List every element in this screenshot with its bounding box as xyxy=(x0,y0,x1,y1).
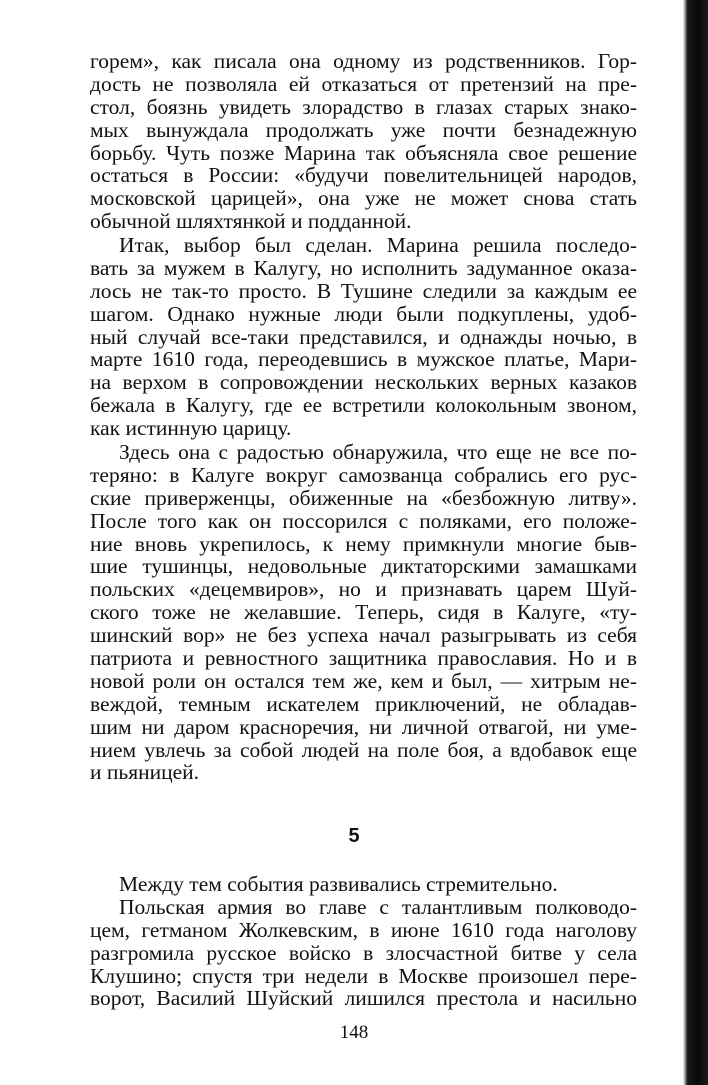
text-line: шие тушинцы, недовольные диктаторскими замашками xyxy=(90,554,637,579)
paragraph-3 xyxy=(90,441,637,784)
text-line: обычной шляхтянкой и подданной. xyxy=(90,209,412,234)
section-number: 5 xyxy=(348,825,360,847)
text-line: лось не так-то просто. В Тушине следили за каждым ее xyxy=(90,278,637,303)
text-line: вать за мужем в Калугу, но исполнить задуманное оказа- xyxy=(90,255,637,280)
text-line: шагом. Однако нужные люди были подкуплены, удоб- xyxy=(90,301,637,326)
text-line: марте 1610 года, переодевшись в мужское платье, Мари- xyxy=(90,347,637,372)
paragraph-2 xyxy=(90,234,637,440)
book-binding-edge xyxy=(683,0,708,1085)
text-line: нием увлечь за собой людей на поле боя, а вдобавок еще xyxy=(90,737,637,762)
text-line: теряно: в Калуге вокруг самозванца собрались его рус- xyxy=(90,462,637,487)
text-line: новой роли он остался тем же, кем и был, — хитрым не- xyxy=(90,668,637,693)
text-line: бежала в Калугу, где ее встретили колокольным звоном, xyxy=(90,393,637,418)
text-line: польских «децемвиров», но и признавать царем Шуй- xyxy=(90,577,637,602)
text-line: московской царицей», она уже не может снова стать xyxy=(90,186,637,211)
text-line: и пьяницей. xyxy=(90,760,200,785)
text-line: дость не позволяла ей отказаться от претензий на пре- xyxy=(90,71,637,96)
text-line: После того как он поссорился с поляками, его положе- xyxy=(90,508,637,533)
text-line: на верхом в сопровождении нескольких верных казаков xyxy=(90,370,637,395)
text-line: мых вынуждала продолжать уже почти безнадежную xyxy=(90,117,637,142)
text-line: борьбу. Чуть позже Марина так объясняла свое решение xyxy=(90,140,637,165)
text-line: ские приверженцы, обиженные на «безбожную литву». xyxy=(90,485,637,510)
text-line: стол, боязнь увидеть злорадство в глазах старых знако- xyxy=(90,94,637,119)
page-number: 148 xyxy=(339,1022,369,1043)
text-line: Польская армия во главе с талантливым полководо- xyxy=(119,894,637,919)
text-line: ского тоже не желавшие. Теперь, сидя в Калуге, «ту- xyxy=(90,600,637,625)
paragraph-4-5 xyxy=(90,873,637,1010)
text-line: патриота и ревностного защитника православия. Но и в xyxy=(90,646,637,671)
paragraph-1 xyxy=(90,50,637,233)
text-line: веждой, темным искателем приключений, не обладав- xyxy=(90,691,637,716)
text-line: шим ни даром красноречия, ни личной отвагой, ни уме- xyxy=(90,714,637,739)
text-line: Клушино; спустя три недели в Москве произошел пере- xyxy=(90,963,637,988)
text-line: Между тем события развивались стремительно. xyxy=(119,872,558,896)
text-line: цем, гетманом Жолкевским, в июне 1610 года наголову xyxy=(90,917,637,942)
text-line: Здесь она с радостью обнаружила, что еще не все по- xyxy=(119,440,637,464)
text-line: горем», как писала она одному из родственников. Гор- xyxy=(90,49,637,73)
text-line: ный случай все-таки представился, и однажды ночью, в xyxy=(90,324,637,349)
text-line: ворот, Василий Шуйский лишился престола и насильно xyxy=(90,986,637,1011)
text-line: разгромила русское войско в злосчастной битве у села xyxy=(90,940,637,965)
text-line: остаться в России: «будучи повелительницей народов, xyxy=(90,163,637,188)
text-line: ние вновь укрепилось, к нему примкнули многие быв- xyxy=(90,531,637,556)
text-line: шинский вор» не без успеха начал разыгрывать из себя xyxy=(90,623,637,648)
text-line: как истинную царицу. xyxy=(90,416,292,441)
text-line: Итак, выбор был сделан. Марина решила последо- xyxy=(119,233,637,257)
